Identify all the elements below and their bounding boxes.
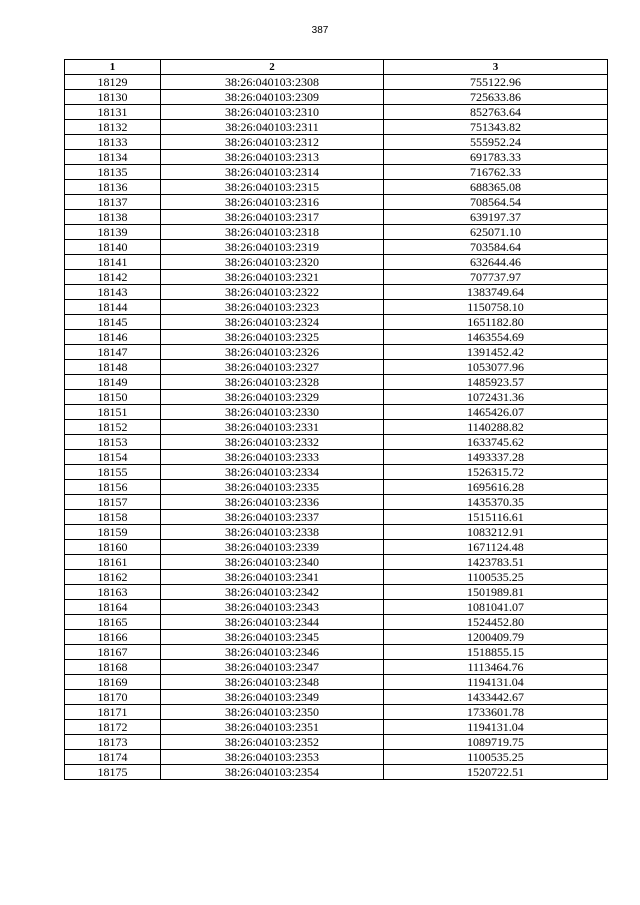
- table-body: [65, 75, 608, 780]
- row-number-cell: 18137: [65, 195, 161, 210]
- cadastral-number-cell: 38:26:040103:2309: [161, 90, 384, 105]
- cadastral-number-cell: 38:26:040103:2335: [161, 480, 384, 495]
- cadastral-number-cell: 38:26:040103:2310: [161, 105, 384, 120]
- value-cell: 1651182.80: [384, 315, 608, 330]
- value-cell: 852763.64: [384, 105, 608, 120]
- table-row: [65, 570, 608, 585]
- cadastral-number-cell: 38:26:040103:2324: [161, 315, 384, 330]
- row-number-cell: 18172: [65, 720, 161, 735]
- cadastral-number-cell: 38:26:040103:2323: [161, 300, 384, 315]
- row-number-cell: 18168: [65, 660, 161, 675]
- table-row: [65, 525, 608, 540]
- row-number-cell: 18138: [65, 210, 161, 225]
- table-row: [65, 390, 608, 405]
- cadastral-number-cell: 38:26:040103:2322: [161, 285, 384, 300]
- table-row: [65, 510, 608, 525]
- column-header-1: 1: [65, 60, 161, 75]
- row-number-cell: 18159: [65, 525, 161, 540]
- table-row: [65, 585, 608, 600]
- row-number-cell: 18143: [65, 285, 161, 300]
- page-number: 387: [311, 25, 329, 36]
- table-row: [65, 360, 608, 375]
- cadastral-number-cell: 38:26:040103:2331: [161, 420, 384, 435]
- cadastral-number-cell: 38:26:040103:2316: [161, 195, 384, 210]
- value-cell: 1515116.61: [384, 510, 608, 525]
- table-row: [65, 420, 608, 435]
- row-number-cell: 18149: [65, 375, 161, 390]
- value-cell: 1072431.36: [384, 390, 608, 405]
- table-row: [65, 645, 608, 660]
- cadastral-number-cell: 38:26:040103:2328: [161, 375, 384, 390]
- table-row: [65, 435, 608, 450]
- cadastral-number-cell: 38:26:040103:2318: [161, 225, 384, 240]
- value-cell: 1695616.28: [384, 480, 608, 495]
- row-number-cell: 18133: [65, 135, 161, 150]
- column-header-3: 3: [384, 60, 608, 75]
- row-number-cell: 18132: [65, 120, 161, 135]
- row-number-cell: 18139: [65, 225, 161, 240]
- value-cell: 691783.33: [384, 150, 608, 165]
- value-cell: 688365.08: [384, 180, 608, 195]
- value-cell: 751343.82: [384, 120, 608, 135]
- row-number-cell: 18153: [65, 435, 161, 450]
- table-row: [65, 465, 608, 480]
- value-cell: 1671124.48: [384, 540, 608, 555]
- cadastral-number-cell: 38:26:040103:2343: [161, 600, 384, 615]
- cadastral-number-cell: 38:26:040103:2346: [161, 645, 384, 660]
- row-number-cell: 18171: [65, 705, 161, 720]
- row-number-cell: 18134: [65, 150, 161, 165]
- cadastral-number-cell: 38:26:040103:2321: [161, 270, 384, 285]
- cadastral-number-cell: 38:26:040103:2342: [161, 585, 384, 600]
- value-cell: 725633.86: [384, 90, 608, 105]
- value-cell: 1150758.10: [384, 300, 608, 315]
- table-row: [65, 495, 608, 510]
- row-number-cell: 18130: [65, 90, 161, 105]
- cadastral-number-cell: 38:26:040103:2332: [161, 435, 384, 450]
- cadastral-number-cell: 38:26:040103:2308: [161, 75, 384, 90]
- value-cell: 1465426.07: [384, 405, 608, 420]
- value-cell: 1053077.96: [384, 360, 608, 375]
- value-cell: 703584.64: [384, 240, 608, 255]
- cadastral-number-cell: 38:26:040103:2347: [161, 660, 384, 675]
- value-cell: 1391452.42: [384, 345, 608, 360]
- table-row: [65, 315, 608, 330]
- cadastral-number-cell: 38:26:040103:2325: [161, 330, 384, 345]
- table-row: [65, 735, 608, 750]
- row-number-cell: 18163: [65, 585, 161, 600]
- cadastral-number-cell: 38:26:040103:2345: [161, 630, 384, 645]
- row-number-cell: 18135: [65, 165, 161, 180]
- cadastral-number-cell: 38:26:040103:2314: [161, 165, 384, 180]
- value-cell: 716762.33: [384, 165, 608, 180]
- table-row: [65, 255, 608, 270]
- table-row: [65, 345, 608, 360]
- table-row: [65, 75, 608, 90]
- value-cell: 625071.10: [384, 225, 608, 240]
- table-row: [65, 555, 608, 570]
- table-row: [65, 165, 608, 180]
- cadastral-number-cell: 38:26:040103:2317: [161, 210, 384, 225]
- cadastral-number-cell: 38:26:040103:2339: [161, 540, 384, 555]
- table-row: [65, 105, 608, 120]
- row-number-cell: 18146: [65, 330, 161, 345]
- row-number-cell: 18150: [65, 390, 161, 405]
- cadastral-number-cell: 38:26:040103:2354: [161, 765, 384, 780]
- row-number-cell: 18141: [65, 255, 161, 270]
- table-row: [65, 480, 608, 495]
- value-cell: 1194131.04: [384, 720, 608, 735]
- table-row: [65, 150, 608, 165]
- row-number-cell: 18151: [65, 405, 161, 420]
- row-number-cell: 18164: [65, 600, 161, 615]
- row-number-cell: 18154: [65, 450, 161, 465]
- row-number-cell: 18170: [65, 690, 161, 705]
- cadastral-number-cell: 38:26:040103:2313: [161, 150, 384, 165]
- cadastral-number-cell: 38:26:040103:2319: [161, 240, 384, 255]
- value-cell: 1524452.80: [384, 615, 608, 630]
- cadastral-number-cell: 38:26:040103:2334: [161, 465, 384, 480]
- table-row: [65, 330, 608, 345]
- value-cell: 1423783.51: [384, 555, 608, 570]
- table-row: [65, 375, 608, 390]
- row-number-cell: 18161: [65, 555, 161, 570]
- table-row: [65, 210, 608, 225]
- row-number-cell: 18165: [65, 615, 161, 630]
- value-cell: 632644.46: [384, 255, 608, 270]
- value-cell: 1520722.51: [384, 765, 608, 780]
- table-row: [65, 90, 608, 105]
- value-cell: 1518855.15: [384, 645, 608, 660]
- row-number-cell: 18162: [65, 570, 161, 585]
- value-cell: 639197.37: [384, 210, 608, 225]
- cadastral-number-cell: 38:26:040103:2344: [161, 615, 384, 630]
- cadastral-number-cell: 38:26:040103:2315: [161, 180, 384, 195]
- value-cell: 1100535.25: [384, 750, 608, 765]
- row-number-cell: 18175: [65, 765, 161, 780]
- row-number-cell: 18144: [65, 300, 161, 315]
- row-number-cell: 18148: [65, 360, 161, 375]
- row-number-cell: 18174: [65, 750, 161, 765]
- cadastral-number-cell: 38:26:040103:2329: [161, 390, 384, 405]
- value-cell: 1200409.79: [384, 630, 608, 645]
- table-row: [65, 690, 608, 705]
- table-row: [65, 195, 608, 210]
- table-header: [65, 60, 608, 75]
- value-cell: 1083212.91: [384, 525, 608, 540]
- table-row: [65, 270, 608, 285]
- row-number-cell: 18166: [65, 630, 161, 645]
- table-row: [65, 750, 608, 765]
- table-row: [65, 600, 608, 615]
- value-cell: 1433442.67: [384, 690, 608, 705]
- value-cell: 1501989.81: [384, 585, 608, 600]
- row-number-cell: 18136: [65, 180, 161, 195]
- cadastral-number-cell: 38:26:040103:2340: [161, 555, 384, 570]
- table-row: [65, 705, 608, 720]
- cadastral-number-cell: 38:26:040103:2337: [161, 510, 384, 525]
- table-row: [65, 540, 608, 555]
- value-cell: 1100535.25: [384, 570, 608, 585]
- row-number-cell: 18156: [65, 480, 161, 495]
- cadastral-number-cell: 38:26:040103:2312: [161, 135, 384, 150]
- value-cell: 1463554.69: [384, 330, 608, 345]
- row-number-cell: 18157: [65, 495, 161, 510]
- cadastral-number-cell: 38:26:040103:2330: [161, 405, 384, 420]
- table-row: [65, 720, 608, 735]
- cadastral-number-cell: 38:26:040103:2348: [161, 675, 384, 690]
- header-row: [65, 60, 608, 75]
- row-number-cell: 18160: [65, 540, 161, 555]
- cadastral-number-cell: 38:26:040103:2352: [161, 735, 384, 750]
- row-number-cell: 18169: [65, 675, 161, 690]
- table-row: [65, 450, 608, 465]
- value-cell: 1140288.82: [384, 420, 608, 435]
- table-row: [65, 405, 608, 420]
- value-cell: 1113464.76: [384, 660, 608, 675]
- cadastral-number-cell: 38:26:040103:2320: [161, 255, 384, 270]
- value-cell: 1383749.64: [384, 285, 608, 300]
- value-cell: 555952.24: [384, 135, 608, 150]
- cadastral-number-cell: 38:26:040103:2341: [161, 570, 384, 585]
- cadastral-number-cell: 38:26:040103:2338: [161, 525, 384, 540]
- cadastral-number-cell: 38:26:040103:2311: [161, 120, 384, 135]
- row-number-cell: 18131: [65, 105, 161, 120]
- cadastral-number-cell: 38:26:040103:2327: [161, 360, 384, 375]
- cadastral-number-cell: 38:26:040103:2326: [161, 345, 384, 360]
- value-cell: 755122.96: [384, 75, 608, 90]
- value-cell: 1081041.07: [384, 600, 608, 615]
- row-number-cell: 18155: [65, 465, 161, 480]
- row-number-cell: 18158: [65, 510, 161, 525]
- cadastral-number-cell: 38:26:040103:2349: [161, 690, 384, 705]
- row-number-cell: 18152: [65, 420, 161, 435]
- value-cell: 1194131.04: [384, 675, 608, 690]
- value-cell: 1733601.78: [384, 705, 608, 720]
- value-cell: 1633745.62: [384, 435, 608, 450]
- row-number-cell: 18167: [65, 645, 161, 660]
- table-row: [65, 630, 608, 645]
- row-number-cell: 18173: [65, 735, 161, 750]
- value-cell: 1526315.72: [384, 465, 608, 480]
- cadastral-number-cell: 38:26:040103:2353: [161, 750, 384, 765]
- table-row: [65, 660, 608, 675]
- table-row: [65, 285, 608, 300]
- row-number-cell: 18145: [65, 315, 161, 330]
- value-cell: 1485923.57: [384, 375, 608, 390]
- cadastral-number-cell: 38:26:040103:2350: [161, 705, 384, 720]
- cadastral-number-cell: 38:26:040103:2336: [161, 495, 384, 510]
- row-number-cell: 18142: [65, 270, 161, 285]
- table-row: [65, 300, 608, 315]
- value-cell: 1493337.28: [384, 450, 608, 465]
- table-row: [65, 225, 608, 240]
- row-number-cell: 18140: [65, 240, 161, 255]
- column-header-2: 2: [161, 60, 384, 75]
- table-row: [65, 765, 608, 780]
- value-cell: 1435370.35: [384, 495, 608, 510]
- register-table: [64, 59, 608, 780]
- table-row: [65, 240, 608, 255]
- row-number-cell: 18147: [65, 345, 161, 360]
- value-cell: 708564.54: [384, 195, 608, 210]
- table-row: [65, 180, 608, 195]
- cadastral-number-cell: 38:26:040103:2351: [161, 720, 384, 735]
- row-number-cell: 18129: [65, 75, 161, 90]
- table-row: [65, 615, 608, 630]
- cadastral-number-cell: 38:26:040103:2333: [161, 450, 384, 465]
- value-cell: 1089719.75: [384, 735, 608, 750]
- table-row: [65, 135, 608, 150]
- table-row: [65, 675, 608, 690]
- value-cell: 707737.97: [384, 270, 608, 285]
- table-row: [65, 120, 608, 135]
